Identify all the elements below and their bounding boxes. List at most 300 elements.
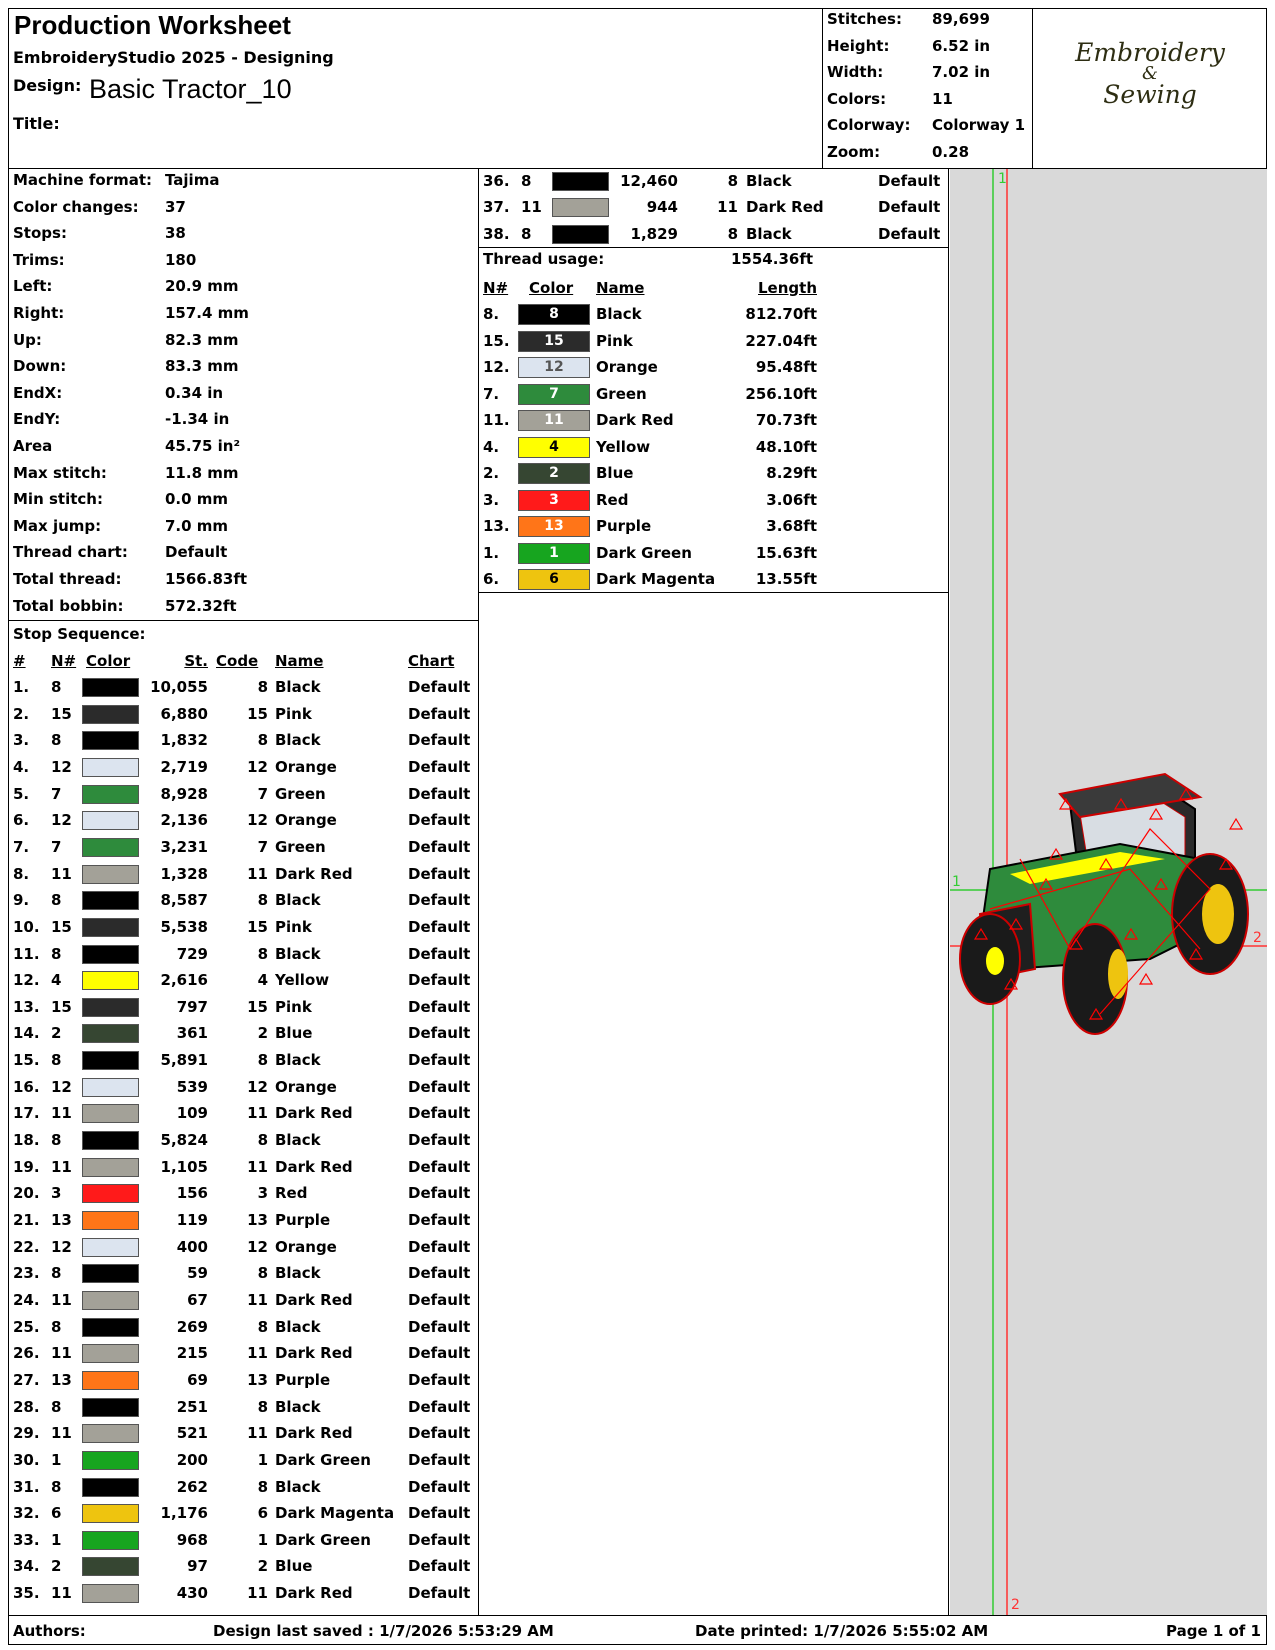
stop-row [8,1395,486,1421]
stop-needle: 8 [51,1317,62,1336]
thread-needle: 2. [483,464,500,482]
thread-length: 8.29ft [766,464,817,482]
thread-name: Dark Green [596,543,692,562]
stop-row [478,169,948,195]
summary-label: Stitches: [827,10,902,28]
thread-row [478,567,948,593]
stop-needle: 12 [51,757,72,776]
machine-info-label: Right: [13,304,65,322]
stop-sequence-title: Stop Sequence: [13,625,146,643]
stop-color-swatch [82,1344,139,1363]
stop-row [8,1075,486,1101]
thread-length: 15.63ft [755,543,817,562]
stop-color-swatch [82,1211,139,1230]
logo-line-2: & [1141,63,1159,84]
stop-needle: 6 [51,1504,62,1523]
stop-stitches: 251 [176,1397,208,1416]
software-name: EmbroideryStudio 2025 - Designing [13,48,334,67]
stop-num: 38. [483,224,510,243]
stop-color-swatch [82,678,139,697]
stop-needle: 2 [51,1557,62,1576]
stop-chart: Default [408,704,471,723]
marker-2-right: 2 [1253,930,1262,946]
stop-num: 19. [13,1157,40,1176]
stop-num: 18. [13,1131,40,1150]
stop-num: 21. [13,1211,40,1229]
stop-num: 28. [13,1397,40,1416]
stop-chart: Default [878,172,941,190]
machine-info-value: 38 [165,224,186,243]
stop-needle: 8 [51,944,62,963]
stop-name: Blue [275,1024,313,1043]
stop-stitches: 430 [176,1584,208,1603]
stop-code: 2 [257,1557,268,1576]
thread-needle: 12. [483,358,510,376]
stop-stitches: 539 [176,1077,208,1096]
stop-chart: Default [408,1131,471,1150]
stop-row [8,1128,486,1154]
thread-length: 95.48ft [755,358,817,376]
stop-stitches: 1,176 [160,1504,208,1523]
machine-info-value: -1.34 in [165,410,230,429]
stop-stitches: 1,328 [160,864,208,883]
stop-needle: 1 [51,1530,62,1549]
stop-row [8,1181,486,1207]
marker-2-bottom: 2 [1011,1597,1020,1613]
stop-chart: Default [408,1317,471,1336]
mid-column-divider [948,168,949,1615]
stop-row [8,835,486,861]
stop-stitches: 2,136 [160,811,208,830]
stop-chart: Default [408,1157,471,1176]
stop-code: 11 [247,1290,268,1309]
thread-name: Yellow [596,437,651,456]
thread-row [478,541,948,567]
stop-color-swatch [82,1024,139,1043]
stop-chart: Default [408,971,471,990]
stop-name: Black [275,731,321,750]
stop-code: 8 [257,1131,268,1150]
thread-name: Black [596,305,642,323]
stop-row [8,1208,486,1234]
stop-stitches: 262 [176,1477,208,1496]
stop-num: 14. [13,1024,40,1043]
stop-num: 10. [13,917,40,936]
machine-info-value: Tajima [165,171,220,189]
stop-name: Yellow [275,971,330,990]
machine-info-label: EndY: [13,410,61,429]
stop-chart: Default [408,731,471,750]
summary-value: 89,699 [932,10,990,28]
stop-color-swatch [82,838,139,857]
design-preview [950,169,1267,1615]
stop-stitches: 269 [176,1317,208,1336]
stop-stitches: 156 [176,1184,208,1203]
stop-chart: Default [408,997,471,1016]
stop-code: 7 [257,837,268,856]
thread-color-swatch: 8 [518,304,590,325]
stop-row [8,1341,486,1367]
thread-name: Red [596,490,629,509]
thread-needle: 7. [483,384,500,403]
header-vdivider-2 [1032,8,1033,168]
thread-name: Purple [596,517,652,535]
stop-color-swatch [82,1078,139,1097]
stop-stitches: 944 [646,198,678,217]
thread-needle: 4. [483,437,500,456]
summary-value: 7.02 in [932,63,991,81]
thread-row [478,488,948,514]
stop-color-swatch [82,1318,139,1337]
stop-num: 20. [13,1184,40,1203]
stop-stitches: 361 [176,1024,208,1043]
thread-needle: 3. [483,490,500,509]
stop-num: 16. [13,1077,40,1096]
stop-color-swatch [82,1158,139,1177]
stop-color-swatch [82,971,139,990]
stop-num: 37. [483,198,510,217]
machine-info-label: Left: [13,277,53,296]
machine-info-value: 20.9 mm [165,277,239,296]
stop-chart: Default [408,1290,471,1309]
stop-color-swatch [82,1291,139,1310]
stop-row [8,1554,486,1580]
stop-name: Black [275,1264,321,1283]
stop-chart: Default [408,891,471,910]
stop-name: Dark Red [275,1584,353,1603]
stop-color-swatch [82,731,139,750]
stop-num: 25. [13,1317,40,1336]
thread-row [478,302,948,328]
stop-color-swatch [82,1478,139,1497]
stop-stitches: 521 [176,1424,208,1443]
stop-chart: Default [408,917,471,936]
stop-color-swatch [82,998,139,1017]
stop-name: Dark Red [275,1344,353,1363]
stop-stitches: 3,231 [160,837,208,856]
thread-color-swatch: 13 [518,516,590,537]
stop-needle: 1 [51,1450,62,1469]
machine-info-label: Max stitch: [13,463,107,482]
stop-color-swatch [552,225,609,244]
thread-color-swatch: 1 [518,543,590,564]
stop-name: Black [746,172,792,190]
stop-needle: 8 [51,1397,62,1416]
stop-code: 15 [247,917,268,936]
machine-info-label: Stops: [13,224,67,243]
stop-num: 4. [13,757,30,776]
stop-row [478,195,948,221]
tractor-icon [960,774,1248,1034]
stop-chart: Default [408,837,471,856]
stop-chart: Default [408,1530,471,1549]
stop-name: Green [275,784,326,803]
stop-stitches: 5,824 [160,1131,208,1150]
machine-info-value: 7.0 mm [165,516,229,535]
summary-label: Colorway: [827,116,911,134]
footer-page: Page 1 of 1 [1166,1622,1261,1640]
stop-row [8,755,486,781]
stop-code: 6 [257,1504,268,1523]
stop-color-swatch [552,198,609,217]
col-color: Color [86,652,131,670]
stop-name: Black [275,678,321,696]
machine-info-label: Min stitch: [13,490,103,509]
stop-chart: Default [408,678,471,696]
stop-row [8,702,486,728]
thread-length: 227.04ft [745,331,817,350]
stop-color-swatch [82,705,139,724]
stop-stitches: 1,829 [630,224,678,243]
stop-chart: Default [408,1077,471,1096]
stop-code: 11 [247,1344,268,1363]
stop-needle: 11 [51,1344,72,1363]
stop-name: Purple [275,1370,331,1389]
marker-1-top: 1 [998,171,1007,187]
stop-code: 12 [247,1237,268,1256]
stop-name: Black [275,944,321,963]
stop-code: 8 [727,224,738,243]
stop-code: 8 [257,1397,268,1416]
stop-name: Pink [275,997,312,1016]
machine-info-value: 0.34 in [165,383,224,402]
machine-info-divider [8,620,478,621]
stop-needle: 12 [51,811,72,830]
tu-col-color: Color [529,279,574,297]
stop-chart: Default [408,1450,471,1469]
stop-needle: 7 [51,784,62,803]
thread-length: 812.70ft [745,305,817,323]
stop-chart: Default [408,1584,471,1603]
stop-stitches: 968 [176,1530,208,1549]
stop-chart: Default [408,757,471,776]
stop-stitches: 67 [187,1290,208,1309]
stop-stitches: 2,719 [160,757,208,776]
thread-name: Blue [596,464,634,482]
stop-chart: Default [408,1424,471,1443]
stop-row [8,1155,486,1181]
stop-stitches: 200 [176,1450,208,1469]
tractor-preview [950,169,1267,1615]
stop-num: 34. [13,1557,40,1576]
col-num: # [13,652,26,670]
thread-usage-header [478,276,948,302]
stop-name: Pink [275,704,312,723]
col-st: St. [184,652,208,670]
stop-num: 29. [13,1424,40,1443]
stop-color-swatch [82,1371,139,1390]
stop-needle: 11 [521,198,542,217]
stop-code: 11 [247,1157,268,1176]
stop-needle: 8 [51,1264,62,1283]
stop-stitches: 109 [176,1104,208,1123]
stop-color-swatch [82,1104,139,1123]
stop-code: 4 [257,971,268,990]
stop-chart: Default [878,198,941,217]
summary-value: 11 [932,89,953,108]
stop-chart: Default [408,811,471,830]
thread-usage-total: 1554.36ft [731,250,814,268]
stop-name: Black [275,1131,321,1150]
stop-chart: Default [408,1184,471,1203]
stop-color-swatch [82,918,139,937]
stop-needle: 13 [51,1211,72,1229]
stop-chart: Default [408,1264,471,1283]
stop-num: 31. [13,1477,40,1496]
stop-num: 23. [13,1264,40,1283]
thread-row [478,382,948,408]
stop-row [8,1475,486,1501]
stop-code: 8 [257,1477,268,1496]
thread-usage-label: Thread usage: [483,250,605,268]
stop-name: Dark Red [275,1290,353,1309]
stop-needle: 8 [51,1477,62,1496]
stop-code: 2 [257,1024,268,1043]
stop-name: Dark Magenta [275,1504,395,1523]
stop-chart: Default [408,784,471,803]
stop-name: Dark Red [275,1424,353,1443]
stop-row [8,862,486,888]
thread-length: 3.68ft [766,517,817,535]
stop-needle: 12 [51,1237,72,1256]
stop-name: Dark Green [275,1530,371,1549]
thread-color-swatch: 15 [518,331,590,352]
stop-row [8,1421,486,1447]
stop-num: 26. [13,1344,40,1363]
stop-stitches: 97 [187,1557,208,1576]
stop-needle: 8 [51,731,62,750]
thread-row [478,355,948,381]
stop-chart: Default [408,1397,471,1416]
stop-code: 1 [257,1530,268,1549]
stop-chart: Default [408,1557,471,1576]
stop-code: 15 [247,704,268,723]
stop-chart: Default [408,1051,471,1070]
design-label: Design: [13,76,82,95]
stop-color-swatch [82,1264,139,1283]
stop-row [8,968,486,994]
stop-code: 8 [257,1264,268,1283]
stop-name: Black [275,1397,321,1416]
stop-chart: Default [408,1024,471,1043]
stop-row [8,888,486,914]
stop-chart: Default [408,1477,471,1496]
stop-name: Black [746,224,792,243]
thread-row [478,514,948,540]
stop-code: 8 [257,731,268,750]
stop-needle: 11 [51,1290,72,1309]
stop-num: 35. [13,1584,40,1603]
stop-row [8,782,486,808]
stop-num: 17. [13,1104,40,1123]
stop-needle: 8 [521,224,532,243]
stop-code: 3 [257,1184,268,1203]
stop-needle: 8 [51,678,62,696]
stop-stitches: 400 [176,1237,208,1256]
stop-name: Dark Red [275,864,353,883]
summary-label: Colors: [827,89,887,108]
machine-info-label: Color changes: [13,197,139,216]
summary-label: Width: [827,63,884,81]
machine-info-value: 0.0 mm [165,490,229,509]
stop-row [8,1048,486,1074]
thread-color-swatch: 7 [518,384,590,405]
stop-stitches: 797 [176,997,208,1016]
stop-chart: Default [408,864,471,883]
stop-stitches: 10,055 [150,678,208,696]
stop-needle: 12 [51,1077,72,1096]
machine-info-label: Machine format: [13,171,152,189]
thread-needle: 1. [483,543,500,562]
stop-color-swatch [82,758,139,777]
stop-row [8,1581,486,1607]
stop-name: Orange [275,1237,337,1256]
logo-line-1: Embroidery [1075,38,1225,67]
stop-stitches: 5,538 [160,917,208,936]
stop-num: 27. [13,1370,40,1389]
stop-color-swatch [82,865,139,884]
stop-num: 32. [13,1504,40,1523]
stop-name: Purple [275,1211,331,1229]
stop-name: Pink [275,917,312,936]
stop-color-swatch [82,1584,139,1603]
stop-stitches: 5,891 [160,1051,208,1070]
thread-needle: 11. [483,411,510,429]
stop-code: 8 [727,172,738,190]
stop-color-swatch [82,1184,139,1203]
stop-num: 33. [13,1530,40,1549]
col-n: N# [51,652,77,670]
stop-color-swatch [552,172,609,191]
stop-name: Blue [275,1557,313,1576]
stop-code: 11 [247,864,268,883]
footer-date-printed: Date printed: 1/7/2026 5:55:02 AM [695,1622,989,1640]
stop-num: 30. [13,1450,40,1469]
stop-num: 6. [13,811,30,830]
summary-label: Zoom: [827,142,881,161]
thread-color-swatch: 2 [518,463,590,484]
machine-info-value: 82.3 mm [165,330,239,349]
footer-authors: Authors: [13,1622,86,1640]
stop-code: 8 [257,678,268,696]
thread-length: 70.73ft [755,411,817,429]
stop-name: Black [275,891,321,910]
machine-info-value: 1566.83ft [165,570,248,588]
stop-name: Orange [275,1077,337,1096]
stop-num: 5. [13,784,30,803]
thread-needle: 8. [483,305,500,323]
machine-info-value: 45.75 in² [165,437,241,455]
machine-info-label: Total thread: [13,570,122,588]
stop-name: Black [275,1051,321,1070]
stop-code: 11 [717,198,738,217]
machine-info-value: 157.4 mm [165,304,249,322]
machine-info-label: Thread chart: [13,543,128,562]
thread-name: Orange [596,358,658,376]
stop-stitches: 1,832 [160,731,208,750]
logo-line-3: Sewing [1103,80,1197,109]
stop-needle: 15 [51,704,72,723]
stop-needle: 8 [51,1051,62,1070]
stop-stitches: 2,616 [160,971,208,990]
stop-num: 36. [483,172,510,190]
stop-num: 7. [13,837,30,856]
thread-name: Green [596,384,647,403]
stop-name: Dark Green [275,1450,371,1469]
thread-color-swatch: 12 [518,357,590,378]
machine-info-value: 180 [165,250,197,269]
thread-name: Dark Magenta [596,570,716,588]
